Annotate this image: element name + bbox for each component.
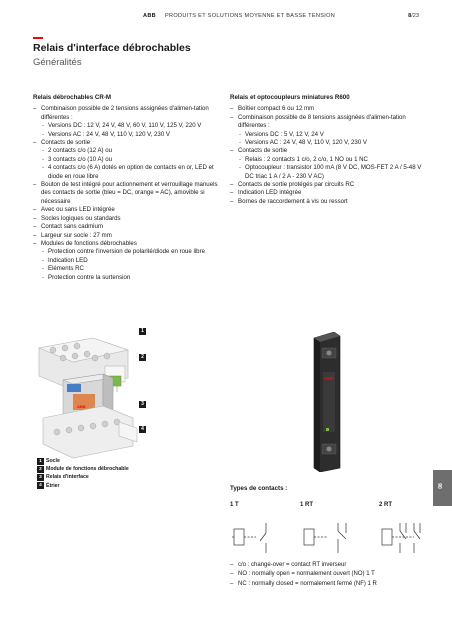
legend-row <box>37 457 129 465</box>
symbol-1rt <box>302 519 356 555</box>
legend-row <box>37 482 129 490</box>
legend-number: 4 <box>37 482 44 489</box>
symbol-1t <box>232 519 276 555</box>
feature-subitem: - Versions DC : 12 V, 24 V, 48 V, 60 V, 110 V, 125 V, 220 V <box>33 122 223 130</box>
legend-number: 3 <box>37 474 44 481</box>
cr-m-feature-list <box>33 105 223 282</box>
feature-item: – Indication LED intégrée <box>230 189 425 197</box>
page-subtitle: Généralités <box>33 57 82 68</box>
legend-label: Module de fonctions débrochable <box>46 466 129 473</box>
accent-dash <box>33 37 43 39</box>
feature-item: – Bornes de raccordement à vis ou ressort <box>230 198 425 206</box>
feature-item: – Combinaison possible de 2 tensions assignées d'alimen-tation différentes : <box>33 105 223 122</box>
legend-label: Socle <box>46 458 60 464</box>
legend-row <box>37 473 129 481</box>
feature-item: – Combinaison possible de 8 tensions assignées d'alimen-tation différentes : <box>230 114 425 131</box>
page-total: /23 <box>411 13 419 19</box>
r600-section <box>230 94 425 206</box>
feature-subitem: - 2 contacts c/o (12 A) ou <box>33 147 223 155</box>
feature-item: – Contacts de sortie <box>33 139 223 147</box>
relay-brand-logo: ABB <box>77 404 86 409</box>
contact-type-labels <box>230 502 425 511</box>
note-item: – c/o : change-over = contact RT inverseur <box>230 561 430 570</box>
feature-item: – Bouton de test intégré pour actionnement et verrouillage manuels des contacts de sortie (bleu = DC, orange = AC), amovible si nécessaire <box>33 181 223 206</box>
figure-legend <box>37 457 129 490</box>
legend-label: Étrier <box>46 482 60 489</box>
feature-subitem: - Versions AC : 24 V, 48 V, 110 V, 120 V, 230 V <box>230 139 425 147</box>
legend-label: Relais d'interface <box>46 474 89 481</box>
feature-item: – Contacts de sortie protégés par circuits RC <box>230 181 425 189</box>
callout-3: 3 <box>139 401 146 408</box>
contact-types <box>230 485 425 559</box>
contact-types-title: Types de contacts : <box>230 485 288 492</box>
contact-label-2rt: 2 RT <box>379 502 393 508</box>
header-breadcrumb: PRODUITS ET SOLUTIONS MOYENNE ET BASSE TENSION <box>165 13 336 19</box>
page-current: 8 <box>408 13 412 19</box>
r600-relay-image <box>300 332 360 472</box>
contact-label-1rt: 1 RT <box>300 502 314 508</box>
r600-heading: Relais et optocoupleurs miniatures R600 <box>230 94 350 101</box>
feature-subitem: - Protection contre l'inversion de polarité/diode en roue libre <box>33 248 223 256</box>
contact-notes <box>230 561 430 589</box>
page-number <box>408 13 419 19</box>
feature-subitem: - Protection contre la surtension <box>33 274 223 282</box>
cr-m-heading: Relais débrochables CR-M <box>33 94 112 101</box>
r600-relay-illustration <box>300 332 360 472</box>
cr-m-section <box>33 94 223 282</box>
r600-brand-logo: ABB <box>324 376 334 381</box>
feature-subitem: - Versions DC : 5 V, 12 V, 24 V <box>230 131 425 139</box>
note-item: – NO : normally open = normalement ouvert (NO) 1 T <box>230 570 430 579</box>
feature-item: – Contact sans cadmium <box>33 223 223 231</box>
feature-subitem: - Versions AC : 24 V, 48 V, 110 V, 120 V, 230 V <box>33 131 223 139</box>
feature-subitem: - Optocoupleur : transistor 100 mA (8 V DC, MOS-FET 2 A / 5-48 V DC triac 1 A / 2 A - 230 V AC) <box>230 164 425 181</box>
callout-1: 1 <box>139 328 146 335</box>
feature-item: – Boîtier compact 6 ou 12 mm <box>230 105 425 113</box>
contact-label-1t: 1 T <box>230 502 239 508</box>
side-tab-label: 08 <box>437 483 444 489</box>
page-header <box>0 13 452 25</box>
feature-subitem: - 4 contacts c/o (6 A) dotés en option de contacts en or, LED et diode en roue libre <box>33 164 223 181</box>
feature-item: – Avec ou sans LED intégrée <box>33 206 223 214</box>
feature-subitem: - Relais : 2 contacts 1 c/o, 2 c/o, 1 NO ou 1 NC <box>230 156 425 164</box>
feature-item: – Modules de fonctions débrochables <box>33 240 223 248</box>
cr-m-exploded-illustration <box>33 318 151 468</box>
r600-feature-list <box>230 105 425 206</box>
callout-4: 4 <box>139 426 146 433</box>
legend-number: 1 <box>37 458 44 465</box>
cr-m-relay-image <box>33 318 151 468</box>
feature-item: – Largeur sur socle : 27 mm <box>33 232 223 240</box>
page-title: Relais d'interface débrochables <box>33 42 191 54</box>
section-side-tab <box>433 470 452 506</box>
feature-item: – Socles logiques ou standards <box>33 215 223 223</box>
note-item: – NC : normally closed = normalement fermé (NF) 1 R <box>230 580 430 589</box>
feature-item: – Contacts de sortie <box>230 147 425 155</box>
feature-subitem: - Eléments RC <box>33 265 223 273</box>
symbol-2rt <box>380 519 426 555</box>
legend-number: 2 <box>37 466 44 473</box>
contact-symbols <box>230 519 425 559</box>
feature-subitem: - Indication LED <box>33 257 223 265</box>
header-brand: ABB <box>143 13 157 19</box>
feature-subitem: - 3 contacts c/o (10 A) ou <box>33 156 223 164</box>
legend-row <box>37 465 129 473</box>
callout-2: 2 <box>139 354 146 361</box>
